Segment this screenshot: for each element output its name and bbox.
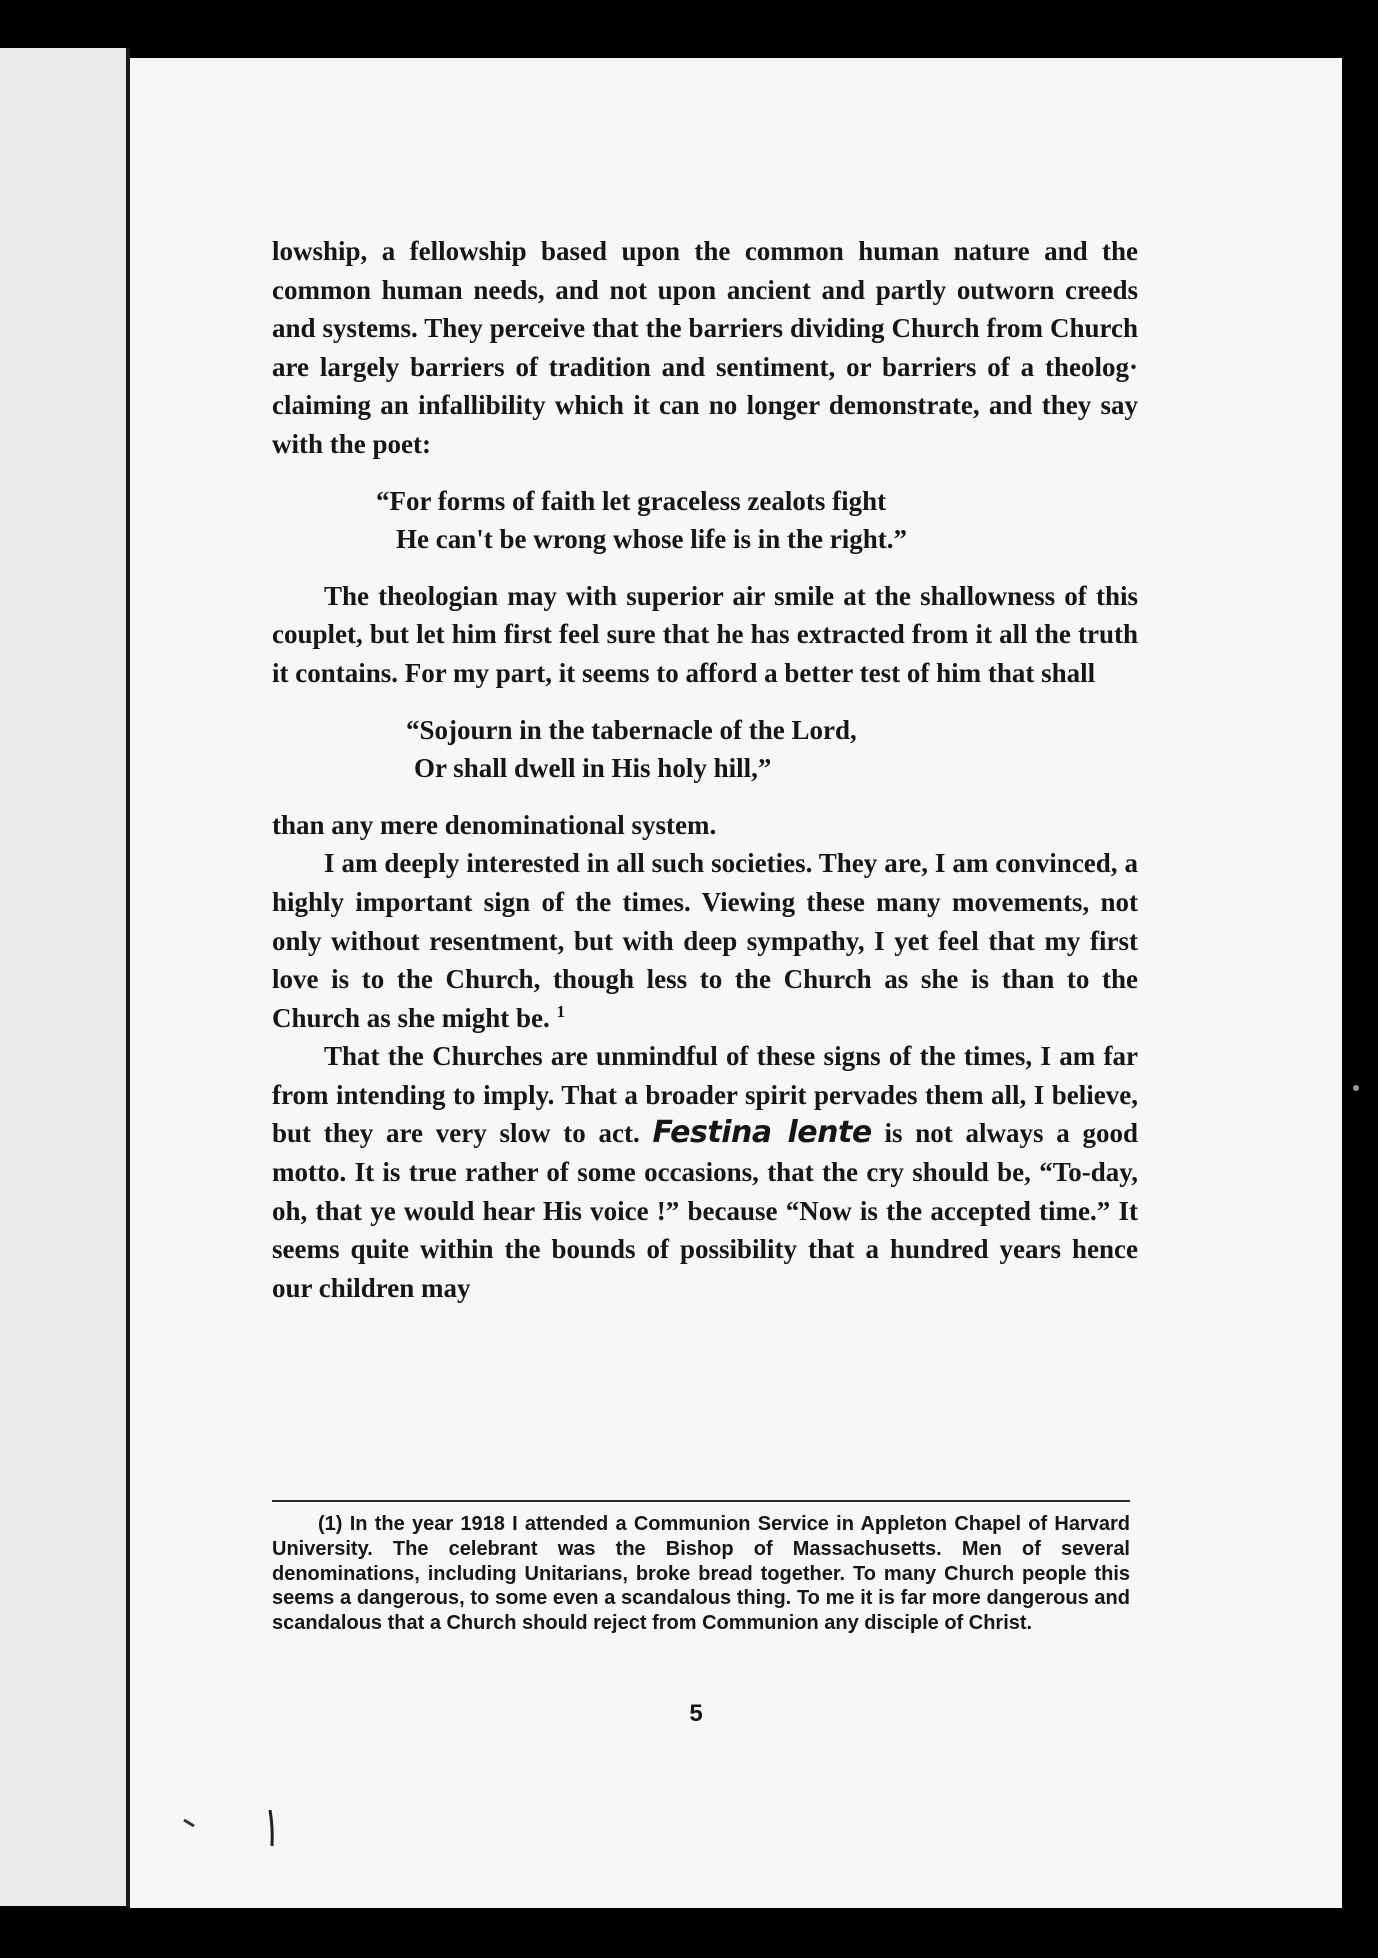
verse-line: Or shall dwell in His holy hill,” <box>414 753 772 784</box>
page-number: 5 <box>689 1700 703 1727</box>
paragraph-churches-text-cont: is not always a good motto. It is true rather of some occasions, that the cry should be, “To-day, oh, that ye would hear His voice !” because “Now is the accepted time.” It seems quite within the bounds of possibility that a hundred years hence our children may <box>272 1118 1139 1303</box>
verse-line: “For forms of faith let graceless zealots fight <box>376 485 887 516</box>
footnote-reference: 1 <box>556 1001 566 1021</box>
footnote-divider <box>272 1500 1130 1502</box>
paragraph-churches-text: That the Churches are unmindful of these signs of the times, I am far from intending to imply. That a broader spirit pervades them all, I believe, but they are very slow to act. <box>272 1041 1138 1149</box>
paragraph-theologian: The theologian may with superior air smile at the shallowness of this couplet, but let him first feel sure that he has extracted from it all the truth it contains. For my part, it seems to afford a better test of him that shall <box>272 580 1138 688</box>
verse-line: “Sojourn in the tabernacle of the Lord, <box>406 714 857 745</box>
paragraph-societies <box>272 844 1138 1037</box>
footnote: (1) In the year 1918 I attended a Communion Service in Appleton Chapel of Harvard University. The celebrant was the Bishop of Massachusetts. Men of several denominations, including Unitarians, broke bread together. To many Church people this seems a dangerous, to some even a scandalous thing. To me it is far more dangerous and scandalous that a Church should reject from Communion any disciple of Christ. <box>272 1513 1130 1635</box>
paragraph-continuation: lowship, a fellowship based upon the common human nature and the common human needs, and not upon ancient and partly outworn creeds and systems. They perceive that the barriers dividing Church from Church are largely barriers of tradition and sentiment, or barriers of a theolog· claiming an infallibility which it can no longer demonstrate, and they say with the poet: <box>272 236 1138 459</box>
body-text <box>272 232 1138 1307</box>
scan-mark <box>1353 1085 1359 1091</box>
latin-phrase: Festina lente <box>652 1115 872 1151</box>
paragraph-denominational: than any mere denominational system. <box>272 809 717 840</box>
verse-quote-1 <box>272 482 1138 559</box>
facing-page-edge <box>0 48 128 1906</box>
verse-quote-2 <box>272 711 1138 788</box>
verse-line: He can't be wrong whose life is in the right.” <box>396 524 907 555</box>
paragraph-societies-text: I am deeply interested in all such societies. They are, I am convinced, a highly important sign of the times. Viewing these many movements, not only without resentment, but with deep sympathy, I yet feel that my first love is to the Church, though less to the Church as she is than to the Church as she might be. <box>272 848 1138 1033</box>
paragraph-churches <box>272 1037 1138 1307</box>
